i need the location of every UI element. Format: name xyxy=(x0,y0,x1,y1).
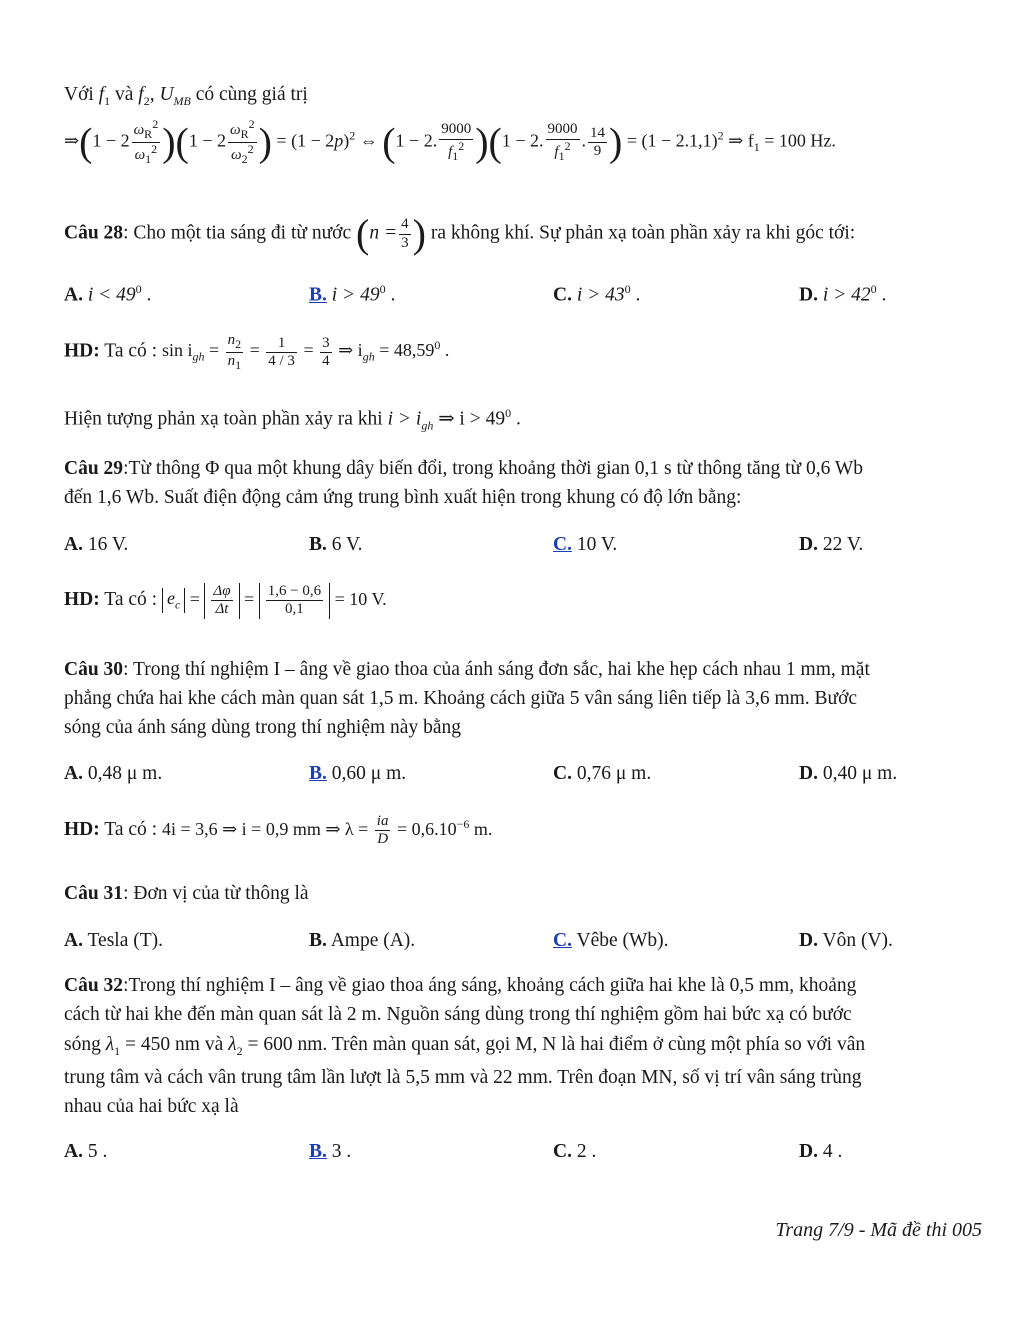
q29-stem-2: đến 1,6 Wb. Suất điện động cảm ứng trung bình xuất hiện trong khung có độ lớn bằng: xyxy=(64,487,742,508)
q32-option-b[interactable]: B. 3 . xyxy=(309,1141,352,1162)
q28-hd: HD: Ta có : $\sin i_{gh}$ = $\frac{n_2}{n_1}$ = $\frac{1}{4 / 3}$ = $\frac{3}{4}$ ⇒ $i_{gh} = 48,59^0$ . xyxy=(64,332,450,372)
q30-hd-label: HD: xyxy=(64,818,100,840)
q30-hd: HD: Ta có : 4i = 3,6 ⇒ i = 0,9 mm ⇒ λ = $\frac{ia}{D}$ = $0,6.10^{-6}$ m. xyxy=(64,813,493,848)
lambda2-symbol: λ xyxy=(228,1034,237,1055)
umb-symbol: U xyxy=(159,84,174,105)
q28-conclusion: Hiện tượng phản xạ toàn phần xảy ra khi $i > i_{gh}$ ⇒ $i > 49^0$ . xyxy=(64,406,521,433)
q30-label: Câu 30 xyxy=(64,659,124,680)
f1-symbol: f xyxy=(98,84,105,105)
q28-option-c[interactable]: C. $i > 43^0$ . xyxy=(553,282,641,306)
q31-option-c[interactable]: C. Vêbe (Wb). xyxy=(553,930,669,951)
f2-symbol: f xyxy=(138,84,144,105)
q31-option-d[interactable]: D. Vôn (V). xyxy=(799,930,893,951)
intro-formula: ⇒(1 − 2 $\frac{\omega_R^2}{\omega_1^2}$ )(1 − 2 $\frac{\omega_R^2}{\omega_2^2}$ ) = $(1 - 2p)^2$ ⇔ (1 − 2. $\frac{9000}{f_1^2}$ )(1 − 2. $\frac{9000}{f_1^2}$ . $\frac{14}{9}$ ) = $(1 - 2.1,1)^2$ ⇒ $f_1 = 100$ Hz. xyxy=(64,117,836,166)
q31-option-b[interactable]: B. Ampe (A). xyxy=(309,930,416,951)
q32-stem-2: cách từ hai khe đến màn quan sát là 2 m. Nguồn sáng dùng trong thí nghiệm gồm hai bức xạ có bước xyxy=(64,1004,852,1025)
q28-option-a[interactable]: A. $i < 49^0$ . xyxy=(64,282,152,306)
q29-option-a[interactable]: A. 16 V. xyxy=(64,534,129,555)
q28-n-eq: n = xyxy=(369,222,398,244)
formula-result: ⇒ f xyxy=(728,130,754,151)
q30-stem-3: sóng của ánh sáng dùng trong thí nghiệm này bằng xyxy=(64,717,461,738)
q30-option-b[interactable]: B. 0,60 μ m. xyxy=(309,763,407,784)
q28-stem: Câu 28: Cho một tia sáng đi từ nước (n = $\frac{4}{3}$ ) ra không khí. Sự phản xạ toàn phần xảy ra khi góc tới: xyxy=(64,211,856,256)
q32-option-c[interactable]: C. 2 . xyxy=(553,1141,597,1162)
q28-label: Câu 28 xyxy=(64,222,124,244)
q30-option-a[interactable]: A. 0,48 μ m. xyxy=(64,763,163,784)
q31-option-a[interactable]: A. Tesla (T). xyxy=(64,930,164,951)
q32-stem-3: sóng $\lambda_1 = 450$ nm và $\lambda_2 = 600$ nm. Trên màn quan sát, gọi M, N là hai điểm ở cùng một phía so với vân xyxy=(64,1034,866,1058)
q29-option-d[interactable]: D. 22 V. xyxy=(799,534,864,555)
q29-label: Câu 29 xyxy=(64,458,124,479)
page-footer: Trang 7/9 - Mã đề thi 005 xyxy=(775,1219,982,1241)
q31-stem: Câu 31: Đơn vị của từ thông là xyxy=(64,883,309,904)
q29-stem-1: Câu 29:Từ thông Φ qua một khung dây biến đổi, trong khoảng thời gian 0,1 s từ thông tăng từ 0,6 Wb xyxy=(64,458,864,479)
q32-label: Câu 32 xyxy=(64,975,124,996)
intro-text-post: có cùng giá trị xyxy=(195,84,308,105)
q29-option-b[interactable]: B. 6 V. xyxy=(309,534,363,555)
q29-option-c[interactable]: C. 10 V. xyxy=(553,534,618,555)
formula-result-value: = 100 Hz. xyxy=(764,130,836,151)
q32-stem-4: trung tâm và cách vân trung tâm lần lượt là 5,5 mm và 22 mm. Trên đoạn MN, số vị trí vân sáng trùng xyxy=(64,1067,862,1088)
q31-label: Câu 31 xyxy=(64,883,124,904)
q32-stem-5: nhau của hai bức xạ là xyxy=(64,1096,239,1117)
intro-line: Với $f_1$ và $f_2$, $U_{MB}$ có cùng giá trị xyxy=(64,84,308,108)
q29-hd-label: HD: xyxy=(64,588,100,610)
q28-option-d[interactable]: D. $i > 42^0$ . xyxy=(799,282,887,306)
q32-stem-1: Câu 32:Trong thí nghiệm I – âng về giao thoa áng sáng, khoảng cách giữa hai khe là 0,5 mm, khoảng xyxy=(64,975,857,996)
q30-option-c[interactable]: C. 0,76 μ m. xyxy=(553,763,652,784)
formula-tail: = (1 − 2.1,1) xyxy=(626,130,718,151)
q32-option-d[interactable]: D. 4 . xyxy=(799,1141,843,1162)
q30-option-d[interactable]: D. 0,40 μ m. xyxy=(799,763,898,784)
q32-option-a[interactable]: A. 5 . xyxy=(64,1141,108,1162)
lambda1-symbol: λ xyxy=(105,1034,115,1055)
q28-option-b[interactable]: B. $i > 49^0$ . xyxy=(309,282,396,306)
intro-text: Với xyxy=(64,84,94,105)
q29-hd: HD: Ta có : $e_c$ = $\frac{\Delta\varphi}{\Delta t}$ = $\frac{1,6 - 0,6}{0,1}$ = 10 V. xyxy=(64,583,387,618)
intro-and: và xyxy=(114,84,134,105)
q30-stem-1: Câu 30: Trong thí nghiệm I – âng về giao thoa của ánh sáng đơn sắc, hai khe hẹp cách nhau 1 mm, mặt xyxy=(64,659,870,680)
q28-hd-label: HD: xyxy=(64,340,100,362)
q30-stem-2: phẳng chứa hai khe cách màn quan sát 1,5 m. Khoảng cách giữa 5 vân sáng liên tiếp là 3,6 mm. Bước xyxy=(64,688,858,709)
